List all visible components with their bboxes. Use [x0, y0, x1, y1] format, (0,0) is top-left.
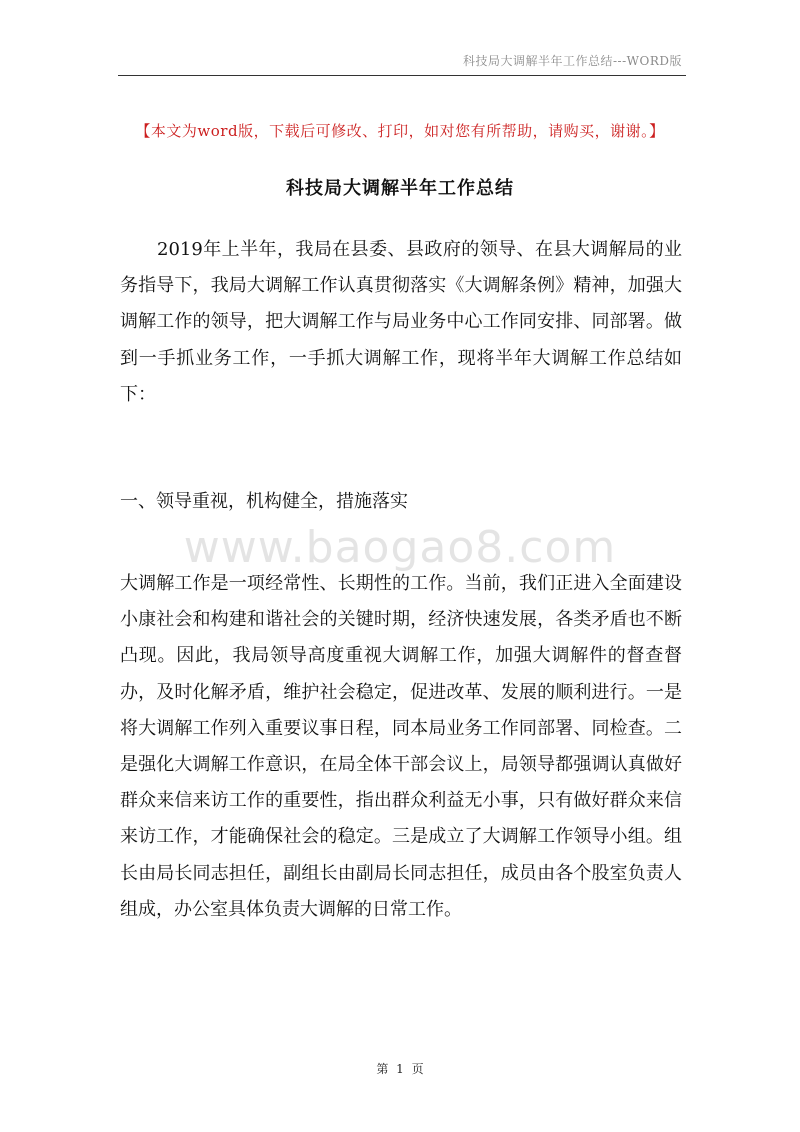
- document-title: 科技局大调解半年工作总结: [286, 178, 514, 199]
- header-rule: [118, 75, 686, 76]
- page-number: 第 1 页: [376, 1062, 424, 1076]
- section-1-heading: 一、领导重视，机构健全，措施落实: [120, 491, 408, 512]
- purchase-notice: 【本文为word版，下载后可修改、打印，如对您有所帮助，请购买，谢谢。】: [135, 122, 665, 140]
- watermark: www.baogao8.com: [183, 522, 617, 573]
- intro-paragraph: 2019年上半年，我局在县委、县政府的领导、在县大调解局的业务指导下，我局大调解工作认真贯彻落实《大调解条例》精神，加强大调解工作的领导，把大调解工作与局业务中心工作同安排、同部署。做到一手抓业务工作，一手抓大调解工作，现将半年大调解工作总结如下：: [120, 239, 682, 405]
- section-1-body: 大调解工作是一项经常性、长期性的工作。当前，我们正进入全面建设小康社会和构建和谐社会的关键时期，经济快速发展，各类矛盾也不断凸现。因此，我局领导高度重视大调解工作，加强大调解件的督查督办，及时化解矛盾，维护社会稳定，促进改革、发展的顺利进行。一是将大调解工作列入重要议事日程，同本局业务工作同部署、同检查。二是强化大调解工作意识，在局全体干部会议上，局领导都强调认真做好群众来信来访工作的重要性，指出群众利益无小事，只有做好群众来信来访工作，才能确保社会的稳定。三是成立了大调解工作领导小组。组长由局长同志担任，副组长由副局长同志担任，成员由各个股室负责人组成，办公室具体负责大调解的日常工作。: [120, 573, 682, 920]
- running-header: 科技局大调解半年工作总结---WORD版: [463, 54, 682, 68]
